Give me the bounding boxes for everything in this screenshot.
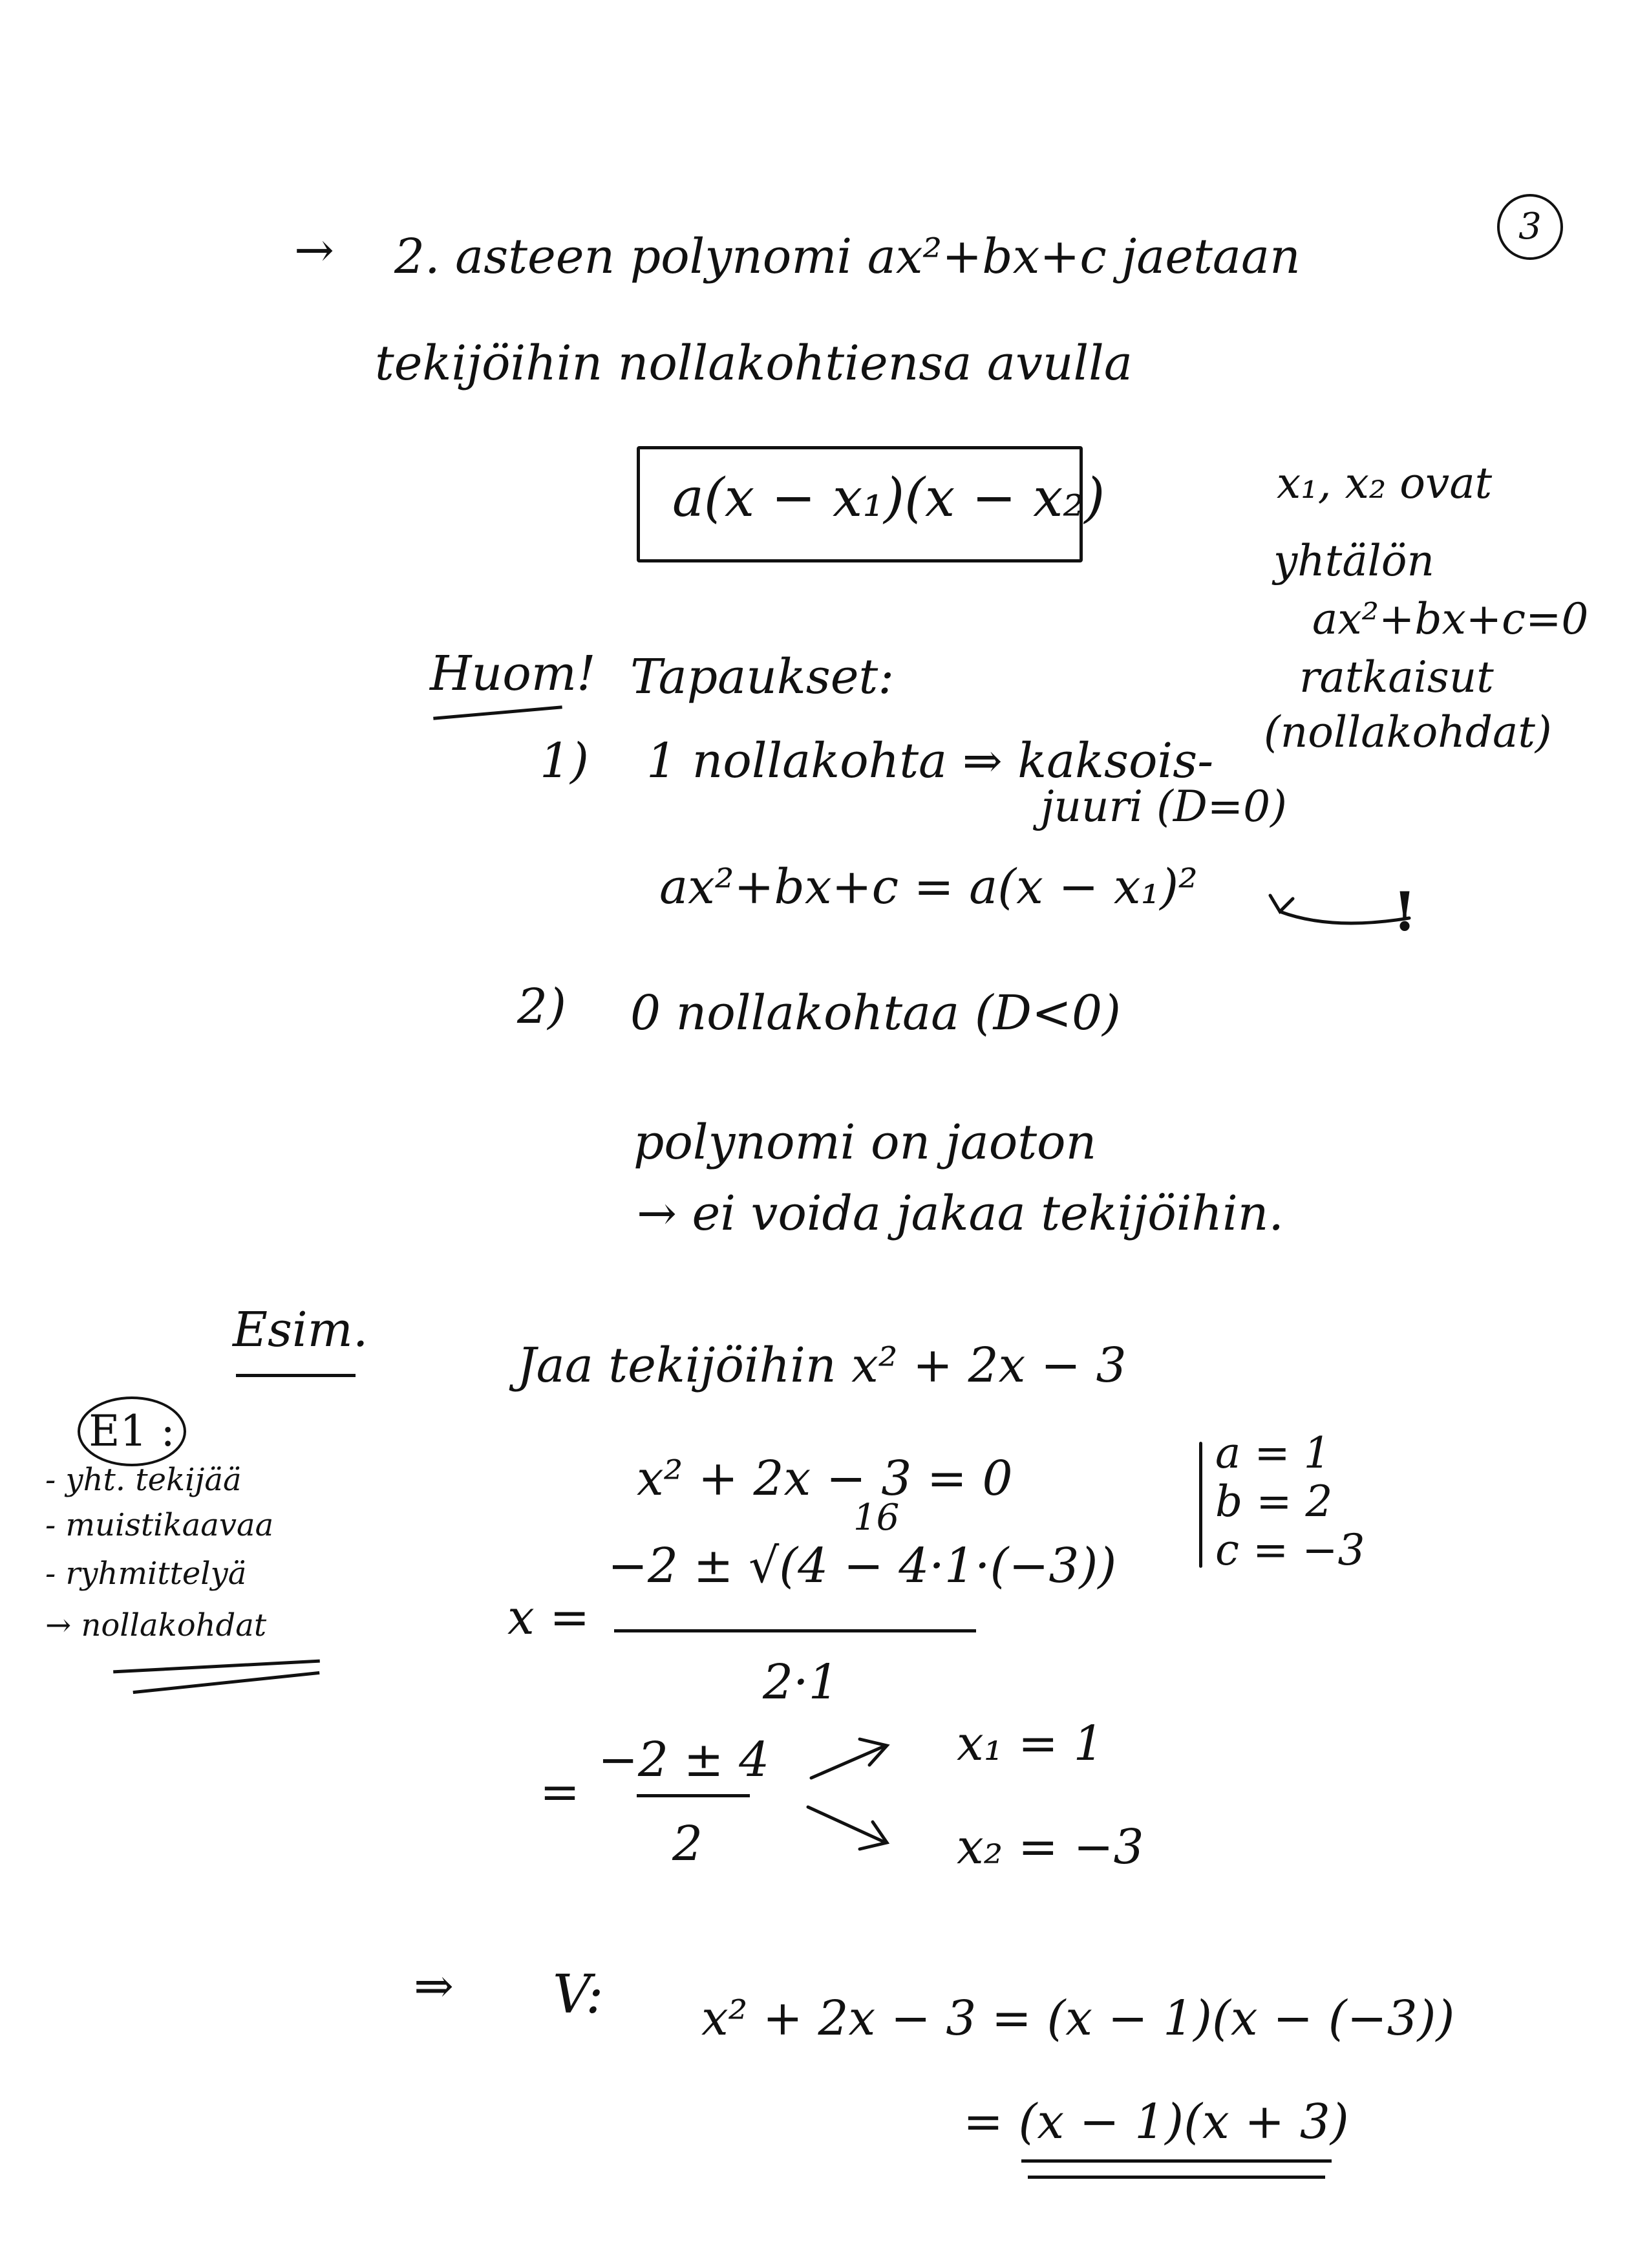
coef-a: a = 1	[1215, 1428, 1331, 1478]
intro-arrow: →	[294, 222, 335, 278]
example-equation: x² + 2x − 3 = 0	[637, 1451, 1013, 1506]
above-root: 16	[853, 1497, 900, 1539]
side-note-line-4: ratkaisut	[1299, 652, 1494, 702]
quadratic-numerator: −2 ± √(4 − 4·1·(−3))	[608, 1538, 1117, 1594]
case-1-text-2: juuri (D=0)	[1041, 782, 1287, 831]
esim-label: Esim.	[233, 1302, 368, 1358]
x-equals: x =	[507, 1590, 590, 1645]
intro-line-2: tekijöihin nollakohtiensa avulla	[375, 336, 1133, 391]
side-note-line-3: ax²+bx+c=0	[1312, 594, 1589, 644]
step-2-denominator: 2	[672, 1816, 703, 1872]
warning-arrow-line	[1280, 912, 1409, 923]
step-2-numerator: −2 ± 4	[598, 1732, 770, 1788]
case-2-number: 2)	[517, 979, 566, 1034]
cases-title: Tapaukset:	[630, 649, 895, 705]
huom-label: Huom!	[430, 646, 596, 701]
case-2-text: 0 nollakohtaa (D<0)	[630, 985, 1121, 1041]
second-equals: =	[540, 1764, 580, 1820]
answer-underline-2	[1028, 2176, 1325, 2179]
root-x1: x₁ = 1	[957, 1716, 1104, 1771]
boxed-formula: a(x − x₁)(x − x₂)	[672, 467, 1105, 529]
answer-label: V:	[553, 1964, 604, 2026]
case-2-line-2: polynomi on jaoton	[633, 1115, 1097, 1170]
e1-label: E1 :	[89, 1406, 175, 1456]
e1-item-2: - muistikaavaa	[45, 1507, 274, 1543]
e1-item-4: → nollakohdat	[45, 1607, 267, 1643]
side-note-line-5: (nollakohdat)	[1264, 707, 1552, 757]
answer-line-1: x² + 2x − 3 = (x − 1)(x − (−3))	[701, 1991, 1455, 2046]
case-1-text: 1 nollakohta ⇒ kaksois-	[646, 733, 1214, 789]
coef-c: c = −3	[1215, 1525, 1365, 1575]
example-task: Jaa tekijöihin x² + 2x − 3	[517, 1338, 1127, 1393]
e1-item-1: - yht. tekijää	[45, 1462, 242, 1498]
quadratic-denominator: 2·1	[763, 1654, 839, 1710]
intro-line-1: 2. asteen polynomi ax²+bx+c jaetaan	[394, 229, 1301, 284]
case-2-line-3: → ei voida jakaa tekijöihin.	[637, 1186, 1284, 1241]
case-1-formula: ax²+bx+c = a(x − x₁)²	[659, 859, 1198, 915]
side-note-line-2: yhtälön	[1273, 536, 1435, 586]
side-note-line-1: x₁, x₂ ovat	[1277, 458, 1493, 508]
case-1-warning-mark: !	[1393, 881, 1416, 943]
page-number: 3	[1518, 206, 1542, 248]
case-1-number: 1)	[540, 733, 589, 789]
e1-item-3: - ryhmittelyä	[45, 1556, 247, 1592]
answer-implies: ⇒	[414, 1958, 454, 2014]
root-x2: x₂ = −3	[957, 1819, 1144, 1875]
warning-arrow-head	[1270, 895, 1293, 912]
answer-line-2: = (x − 1)(x + 3)	[963, 2094, 1349, 2150]
coef-b: b = 2	[1215, 1477, 1333, 1526]
answer-underline-1	[1021, 2159, 1332, 2163]
